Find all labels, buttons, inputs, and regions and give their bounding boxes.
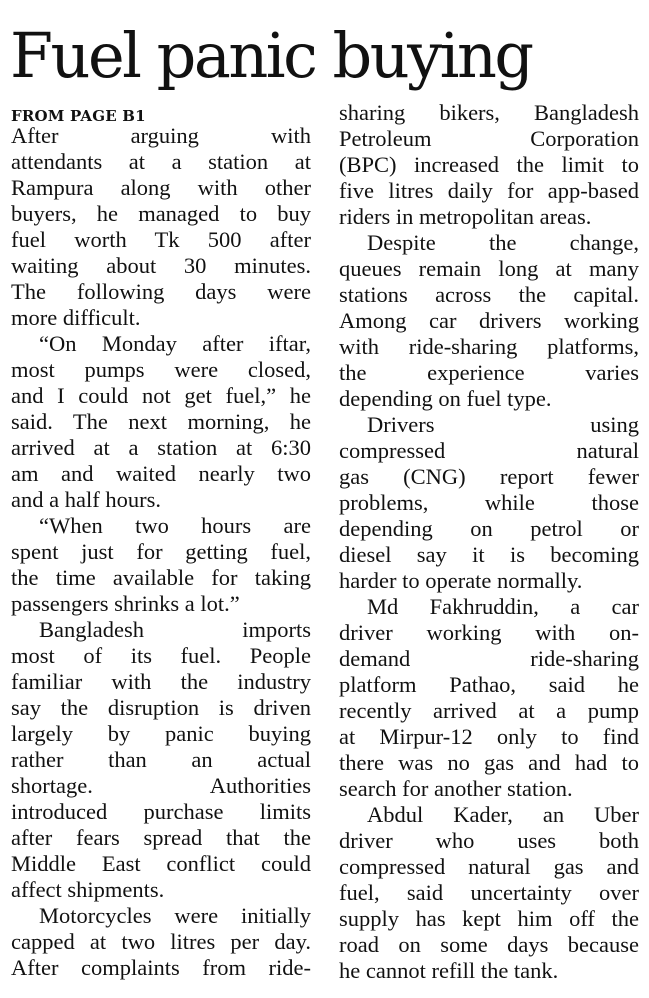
body-text-line: Among car drivers working	[339, 308, 639, 333]
body-text-line: the time available for taking	[11, 565, 311, 590]
body-text-line: After arguing with	[11, 123, 311, 148]
body-text-line: shortage. Authorities	[11, 773, 311, 798]
headline: Fuel panic buying	[10, 19, 532, 92]
body-text-line: platform Pathao, said he	[339, 672, 639, 697]
body-text-line: after fears spread that the	[11, 825, 311, 850]
body-text-line: search for another station.	[339, 776, 573, 801]
body-text-line: diesel say it is becoming	[339, 542, 639, 567]
body-text-line: sharing bikers, Bangladesh	[339, 100, 639, 125]
body-text-line: supply has kept him off the	[339, 906, 639, 931]
body-text-line: “On Monday after iftar,	[39, 331, 311, 356]
article-column-right	[339, 100, 639, 984]
body-text-line: compressed natural	[339, 438, 639, 463]
body-text-line: Bangladesh imports	[39, 617, 311, 642]
body-text-line: demand ride-sharing	[339, 646, 639, 671]
body-text-line: Despite the change,	[367, 230, 639, 255]
body-text-line: harder to operate normally.	[339, 568, 583, 593]
body-text-line: gas (CNG) report fewer	[339, 464, 639, 489]
body-text-line: am and waited nearly two	[11, 461, 311, 486]
body-text-line: most pumps were closed,	[11, 357, 311, 382]
body-text-line: with ride-sharing platforms,	[339, 334, 639, 359]
body-text-line: depending on petrol or	[339, 516, 639, 541]
body-text-line: compressed natural gas and	[339, 854, 639, 879]
body-text-line: five litres daily for app-based	[339, 178, 639, 203]
body-text-line: there was no gas and had to	[339, 750, 639, 775]
body-text-line: recently arrived at a pump	[339, 698, 639, 723]
body-text-line: Motorcycles were initially	[39, 903, 311, 928]
body-text-line: most of its fuel. People	[11, 643, 311, 668]
body-text-line: introduced purchase limits	[11, 799, 311, 824]
article-column-left	[11, 106, 311, 981]
body-text-line: passengers shrinks a lot.”	[11, 591, 240, 616]
body-text-line: road on some days because	[339, 932, 639, 957]
body-text-line: and I could not get fuel,” he	[11, 383, 311, 408]
body-text-line: Rampura along with other	[11, 175, 311, 200]
body-text-line: The following days were	[11, 279, 311, 304]
body-text-line: (BPC) increased the limit to	[339, 152, 639, 177]
body-text-line: more difficult.	[11, 305, 141, 330]
body-text-line: driver working with on-	[339, 620, 639, 645]
body-text-line: rather than an actual	[11, 747, 311, 772]
body-text-line: arrived at a station at 6:30	[11, 435, 311, 460]
body-text-line: said. The next morning, he	[11, 409, 311, 434]
jump-line: FROM PAGE B1	[11, 107, 146, 125]
body-text-line: attendants at a station at	[11, 149, 311, 174]
body-text-line: Md Fakhruddin, a car	[367, 594, 639, 619]
body-text-line: say the disruption is driven	[11, 695, 311, 720]
body-text-line: queues remain long at many	[339, 256, 639, 281]
body-text-line: stations across the capital.	[339, 282, 639, 307]
body-text-line: he cannot refill the tank.	[339, 958, 559, 983]
body-text-line: affect shipments.	[11, 877, 165, 902]
body-text-line: riders in metropolitan areas.	[339, 204, 592, 229]
body-text-line: at Mirpur-12 only to find	[339, 724, 639, 749]
body-text-line: depending on fuel type.	[339, 386, 552, 411]
body-text-line: fuel worth Tk 500 after	[11, 227, 311, 252]
body-text-line: Petroleum Corporation	[339, 126, 639, 151]
body-text-line: buyers, he managed to buy	[11, 201, 311, 226]
body-text-line: the experience varies	[339, 360, 639, 385]
body-text-line: fuel, said uncertainty over	[339, 880, 639, 905]
body-text-line: Abdul Kader, an Uber	[367, 802, 639, 827]
body-text-line: Middle East conflict could	[11, 851, 311, 876]
body-text-line: largely by panic buying	[11, 721, 311, 746]
body-text-line: Drivers using	[367, 412, 639, 437]
body-text-line: capped at two litres per day.	[11, 929, 311, 954]
body-text-line: driver who uses both	[339, 828, 639, 853]
body-text-line: waiting about 30 minutes.	[11, 253, 311, 278]
body-text-line: “When two hours are	[39, 513, 311, 538]
body-text-line: problems, while those	[339, 490, 639, 515]
body-text-line: familiar with the industry	[11, 669, 311, 694]
body-text-line: and a half hours.	[11, 487, 161, 512]
body-text-line: After complaints from ride-	[11, 955, 311, 980]
body-text-line: spent just for getting fuel,	[11, 539, 311, 564]
